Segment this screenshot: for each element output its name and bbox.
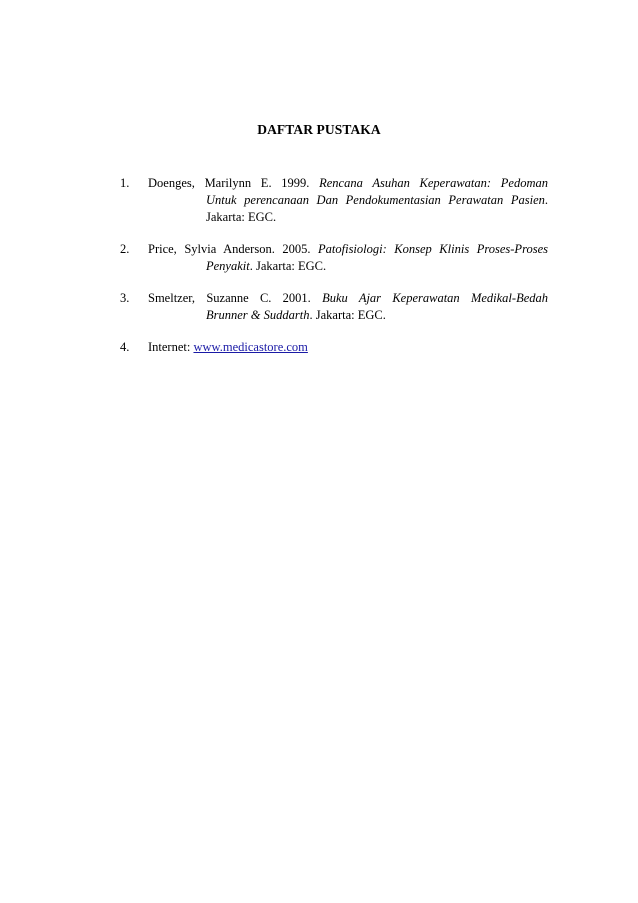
reference-title-continued: Untuk perencanaan Dan Pendokumentasian Perawatan Pasien xyxy=(206,193,545,207)
reference-title-continued: Penyakit xyxy=(206,259,250,273)
reference-continuation-line xyxy=(148,258,548,275)
reference-first-line xyxy=(148,339,548,356)
reference-number: 4. xyxy=(120,340,130,354)
reference-author-year: Smeltzer, Suzanne C. 2001. xyxy=(148,291,311,305)
medicastore-link[interactable]: www.medicastore.com xyxy=(193,340,308,354)
reference-label: Internet: xyxy=(148,340,191,354)
reference-author-year: Doenges, Marilynn E. 1999. xyxy=(148,176,310,190)
reference-item-1 xyxy=(120,175,548,226)
reference-title: Rencana Asuhan Keperawatan: Pedoman xyxy=(319,176,548,190)
reference-list xyxy=(120,175,548,371)
reference-item-2 xyxy=(120,241,548,275)
reference-title: Patofisiologi: Konsep Klinis Proses-Proses xyxy=(318,242,548,256)
reference-title: Buku Ajar Keperawatan Medikal-Bedah xyxy=(322,291,549,305)
reference-first-line xyxy=(148,241,548,258)
reference-number: 2. xyxy=(120,242,130,256)
reference-punctuation: . xyxy=(544,193,548,207)
reference-continuation-line xyxy=(148,307,548,324)
reference-publisher-line xyxy=(148,209,548,226)
reference-author-year: Price, Sylvia Anderson. 2005. xyxy=(148,242,311,256)
reference-publisher: Jakarta: EGC. xyxy=(206,210,277,224)
reference-number: 3. xyxy=(120,291,130,305)
reference-first-line xyxy=(148,290,548,307)
page-title: DAFTAR PUSTAKA xyxy=(257,122,381,137)
reference-first-line xyxy=(148,175,548,192)
reference-title-continued: Brunner & Suddarth xyxy=(206,308,310,322)
reference-publisher: . Jakarta: EGC. xyxy=(249,259,327,273)
reference-number: 1. xyxy=(120,176,130,190)
reference-item-4 xyxy=(120,339,548,356)
reference-item-3 xyxy=(120,290,548,324)
reference-publisher: . Jakarta: EGC. xyxy=(309,308,386,322)
reference-continuation-line xyxy=(148,192,548,209)
